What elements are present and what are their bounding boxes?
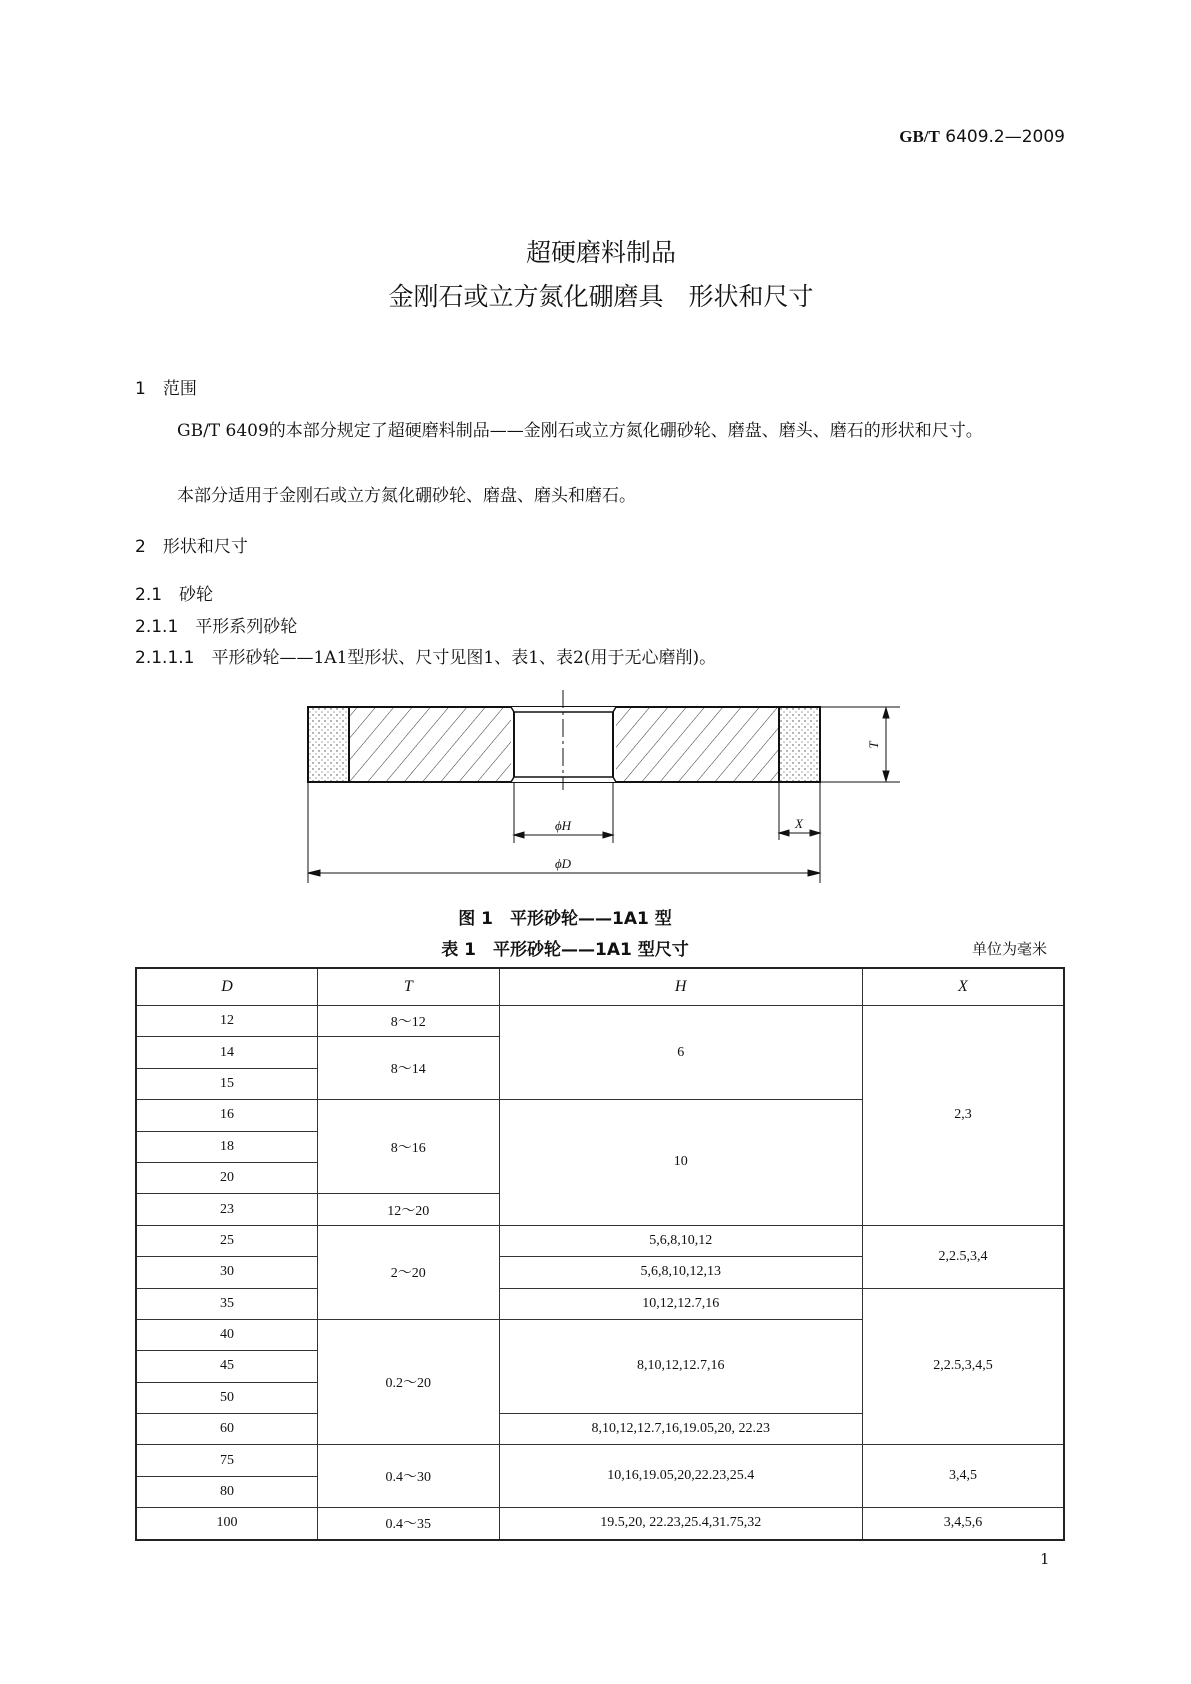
col-header: D [136,968,318,1006]
label-D: ϕD [554,856,572,871]
table-cell: 8～16 [318,1100,500,1194]
table-header-row [136,968,1064,1006]
table-cell: 2,2.5,3,4,5 [862,1288,1064,1445]
section-2-heading: 2 形状和尺寸 [135,537,248,557]
table-cell: 8,10,12,12.7,16,19.05,20, 22.23 [499,1414,862,1445]
grit-right [779,707,820,782]
section-1-paragraph-1: GB/T 6409的本部分规定了超硬磨料制品——金刚石或立方氮化硼砂轮、磨盘、磨头、磨石的形状和尺寸。 [177,421,983,441]
section-2-1-1-1: 2.1.1.1 平形砂轮——1A1型形状、尺寸见图1、表1、表2(用于无心磨削)。 [135,648,717,668]
table-cell: 3,4,5,6 [862,1508,1064,1540]
grit-left [308,707,349,782]
table-title: 表 1 平形砂轮——1A1 型尺寸 [441,940,689,960]
standard-code: GB/T 6409.2—2009 [899,127,1065,147]
page-number: 1 [1040,1550,1050,1568]
col-header: H [499,968,862,1006]
title-line2: 金刚石或立方氮化硼磨具 形状和尺寸 [388,282,814,311]
figure-caption: 图 1 平形砂轮——1A1 型 [458,909,672,929]
table-cell: 10,12,12.7,16 [499,1288,862,1319]
table-cell: 75 [136,1445,318,1476]
table-cell: 6 [499,1006,862,1100]
table-cell: 15 [136,1068,318,1099]
table-cell: 2,2.5,3,4 [862,1225,1064,1288]
table-cell: 2,3 [862,1006,1064,1226]
table-cell: 0.4～30 [318,1445,500,1508]
table-cell: 18 [136,1131,318,1162]
hub-right [616,707,779,782]
table-cell: 45 [136,1351,318,1382]
table-cell: 80 [136,1476,318,1507]
table-cell: 0.2～20 [318,1319,500,1445]
table-cell: 25 [136,1225,318,1256]
hub-left [349,707,511,782]
table-cell: 100 [136,1508,318,1540]
table-cell: 8～12 [318,1006,500,1037]
table-cell: 23 [136,1194,318,1225]
label-T: T [866,741,881,749]
table-row [136,1288,1064,1319]
col-header: T [318,968,500,1006]
table-cell: 12～20 [318,1194,500,1225]
section-2-1-1-heading: 2.1.1 平形系列砂轮 [135,617,298,637]
table-row [136,1508,1064,1540]
table-cell: 60 [136,1414,318,1445]
table-cell: 35 [136,1288,318,1319]
table-cell: 14 [136,1037,318,1068]
table-row [136,1225,1064,1256]
table-cell: 0.4～35 [318,1508,500,1540]
dimension-table [135,967,1065,1541]
section-2-1-heading: 2.1 砂轮 [135,585,214,605]
label-X: X [795,816,803,831]
title-line1: 超硬磨料制品 [525,238,676,267]
table-row [136,1006,1064,1037]
table-cell: 8～14 [318,1037,500,1100]
table-cell: 20 [136,1162,318,1193]
label-H: ϕH [554,818,572,833]
table-unit: 单位为毫米 [971,940,1047,958]
table-cell: 2～20 [318,1225,500,1319]
table-cell: 40 [136,1319,318,1350]
table-row [136,1445,1064,1476]
section-1-heading: 1 范围 [135,379,197,399]
table-cell: 16 [136,1100,318,1131]
table-cell: 5,6,8,10,12,13 [499,1257,862,1288]
table-cell: 5,6,8,10,12 [499,1225,862,1256]
table-cell: 30 [136,1257,318,1288]
table-cell: 50 [136,1382,318,1413]
table-cell: 3,4,5 [862,1445,1064,1508]
table-cell: 8,10,12,12.7,16 [499,1319,862,1413]
table-cell: 12 [136,1006,318,1037]
table-cell: 10 [499,1100,862,1226]
col-header: X [862,968,1064,1006]
section-1-paragraph-2: 本部分适用于金刚石或立方氮化硼砂轮、磨盘、磨头和磨石。 [177,486,636,506]
table-cell: 10,16,19.05,20,22.23,25.4 [499,1445,862,1508]
table-cell: 19.5,20, 22.23,25.4,31.75,32 [499,1508,862,1540]
